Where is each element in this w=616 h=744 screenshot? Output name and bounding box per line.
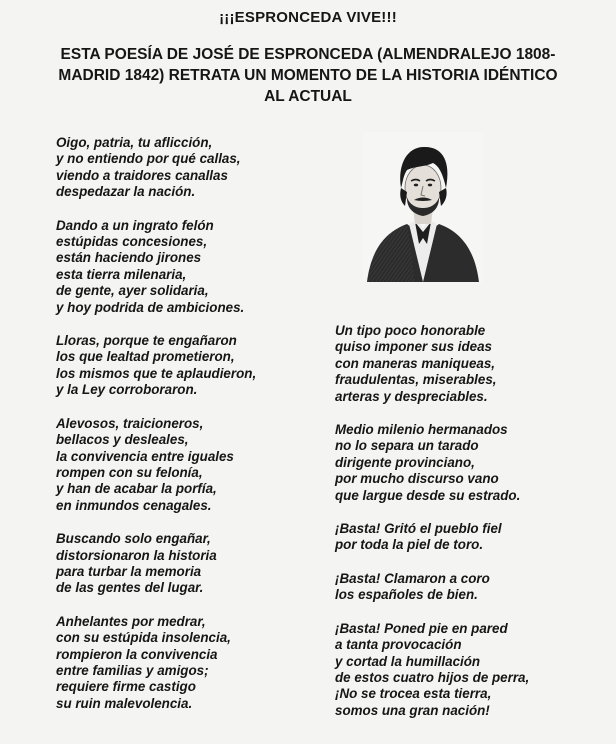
stanza <box>56 614 336 712</box>
headline-line: AL ACTUAL <box>264 88 352 105</box>
poem-line: esta tierra milenaria, <box>56 266 187 282</box>
poem-line: ¡Basta! Clamaron a coro <box>335 570 490 586</box>
poem-line: que largue desde su estrado. <box>335 487 521 503</box>
headline-line: ESTA POESÍA DE JOSÉ DE ESPRONCEDA (ALMENDRALEJO 1808- <box>60 46 556 63</box>
poem-line: Anhelantes por medrar, <box>56 613 206 629</box>
poem-line: rompieron la convivencia <box>56 646 218 662</box>
headline <box>20 44 596 107</box>
stanza <box>56 416 336 514</box>
poem-line: viendo a traidores canallas <box>56 167 228 183</box>
poem-line: por mucho discurso vano <box>335 471 499 487</box>
poem-line: de estos cuatro hijos de perra, <box>335 669 530 685</box>
espronceda-portrait-icon <box>363 132 483 282</box>
poem-line: ¡Basta! Gritó el pueblo fiel <box>335 521 502 537</box>
poem-line: con su estúpida insolencia, <box>56 630 231 646</box>
poem-line: Buscando solo engañar, <box>56 531 211 547</box>
stanza <box>56 218 336 316</box>
poem-line: rompen con su felonía, <box>56 464 203 480</box>
stanza <box>335 621 605 719</box>
poem-line: los que lealtad prometieron, <box>56 349 235 365</box>
poem-line: dirigente provinciano, <box>335 454 475 470</box>
poem-line: Lloras, porque te engañaron <box>56 333 237 349</box>
stanza <box>335 571 605 604</box>
poem-line: están haciendo jirones <box>56 250 202 266</box>
stanza <box>56 531 336 597</box>
poem-line: ¡No se trocea esta tierra, <box>335 686 492 702</box>
page-title: ¡¡¡ESPRONCEDA VIVE!!! <box>219 9 397 26</box>
stanza <box>56 333 336 399</box>
poem-line: entre familias y amigos; <box>56 662 209 678</box>
poem-line: y no entiendo por qué callas, <box>56 151 241 167</box>
poem-line: en inmundos cenagales. <box>56 497 212 513</box>
poem-line: los españoles de bien. <box>335 587 478 603</box>
poem-left-column <box>56 135 336 729</box>
headline-line: MADRID 1842) RETRATA UN MOMENTO DE LA HISTORIA IDÉNTICO <box>58 67 558 84</box>
poem-right-column <box>335 323 605 736</box>
poem-line: y la Ley corroboraron. <box>56 382 198 398</box>
poem-line: bellacos y desleales, <box>56 432 189 448</box>
poem-line: de gente, ayer solidaria, <box>56 283 209 299</box>
poem-line: por toda la piel de toro. <box>335 537 484 553</box>
poem-line: y han de acabar la porfía, <box>56 481 217 497</box>
poem-line: para turbar la memoria <box>56 563 202 579</box>
poem-line: la convivencia entre iguales <box>56 448 234 464</box>
poem-line: de las gentes del lugar. <box>56 580 204 596</box>
poem-line: requiere firme castigo <box>56 679 196 695</box>
poem-line: con maneras maniqueas, <box>335 355 496 371</box>
poem-line: fraudulentas, miserables, <box>335 372 497 388</box>
poem-line: los mismos que te aplaudieron, <box>56 365 257 381</box>
poem-line: despedazar la nación. <box>56 184 196 200</box>
stanza <box>335 422 605 504</box>
poem-line: distorsionaron la historia <box>56 547 217 563</box>
poem-line: estúpidas concesiones, <box>56 234 208 250</box>
stanza <box>56 135 336 201</box>
poem-line: Alevosos, traicioneros, <box>56 415 204 431</box>
poem-line: a tanta provocación <box>335 637 462 653</box>
poem-line: ¡Basta! Poned pie en pared <box>335 620 508 636</box>
stanza <box>335 521 605 554</box>
poem-line: su ruin malevolencia. <box>56 695 193 711</box>
stanza <box>335 323 605 405</box>
poem-line: no lo separa un tarado <box>335 438 479 454</box>
poem-line: Oigo, patria, tu aflicción, <box>56 135 213 150</box>
poem-line: y cortad la humillación <box>335 653 481 669</box>
poem-line: arteras y despreciables. <box>335 388 488 404</box>
poem-line: somos una gran nación! <box>335 702 490 718</box>
poem-line: Dando a un ingrato felón <box>56 217 214 233</box>
poem-line: y hoy podrida de ambiciones. <box>56 299 245 315</box>
poem-line: quiso imponer sus ideas <box>335 339 493 355</box>
poem-line: Un tipo poco honorable <box>335 323 486 338</box>
poem-line: Medio milenio hermanados <box>335 422 508 438</box>
